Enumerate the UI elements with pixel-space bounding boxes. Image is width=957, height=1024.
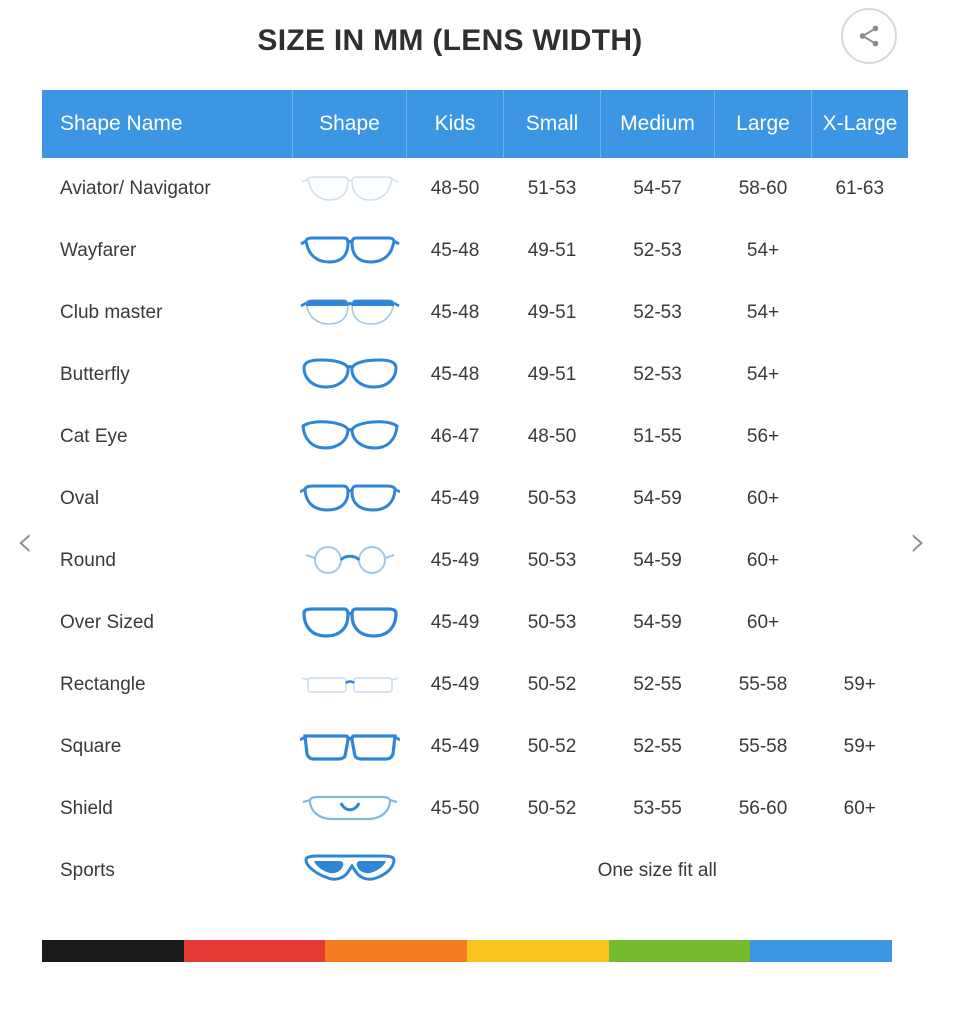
cell-shape-name: Oval: [60, 488, 100, 509]
cell-xlarge: [812, 530, 909, 592]
color-bar: [42, 940, 892, 962]
color-swatch-orange: [325, 940, 467, 962]
cell-kids: 45-49: [430, 736, 480, 757]
table-row: [42, 592, 908, 654]
cell-small: 50-52: [527, 674, 577, 695]
cell-kids: 45-49: [430, 674, 480, 695]
cell-kids: 45-48: [430, 364, 480, 385]
table-row: [42, 530, 908, 592]
cell-shape-name: Wayfarer: [60, 240, 137, 261]
column-header-shape-name: Shape Name: [42, 90, 293, 158]
cell-medium: 52-53: [633, 364, 682, 385]
cell-xlarge: [812, 344, 909, 406]
cell-small: 51-53: [527, 178, 577, 199]
cell-xlarge: 60+: [843, 798, 876, 819]
cell-xlarge: [812, 592, 909, 654]
cell-shape-name: Round: [60, 550, 116, 571]
cell-shape-name: Butterfly: [60, 364, 130, 385]
cell-large: 55-58: [738, 674, 788, 695]
cell-small: 50-52: [527, 736, 577, 757]
cell-kids: 45-48: [430, 240, 480, 261]
cell-xlarge: [812, 406, 909, 468]
cell-medium: 54-57: [633, 178, 682, 199]
cell-medium: 52-55: [633, 736, 682, 757]
column-header-shape: Shape: [293, 90, 407, 158]
cell-small: 49-51: [527, 364, 577, 385]
cell-shape-name: Shield: [60, 798, 113, 819]
page-title: SIZE IN MM (LENS WIDTH): [257, 24, 643, 57]
cell-small: 49-51: [527, 240, 577, 261]
cell-shape-name: Sports: [60, 860, 115, 881]
cell-small: 50-53: [527, 488, 577, 509]
table-row: [42, 468, 908, 530]
cell-shape-name: Rectangle: [60, 674, 146, 695]
cell-kids: 46-47: [430, 426, 480, 447]
cell-large: 60+: [746, 488, 780, 509]
column-header-large: Large: [715, 90, 812, 158]
cateye-glasses-icon: [293, 406, 407, 468]
cell-xlarge: 59+: [843, 736, 876, 757]
cell-medium: 54-59: [633, 550, 682, 571]
cell-large: 56-60: [738, 798, 788, 819]
next-arrow-icon[interactable]: ›: [909, 516, 927, 567]
cell-shape-name: Over Sized: [60, 612, 154, 633]
cell-small: 49-51: [527, 302, 577, 323]
table-row: [42, 344, 908, 406]
cell-medium: 53-55: [633, 798, 682, 819]
column-header-xlarge: X-Large: [812, 90, 909, 158]
column-header-medium: Medium: [601, 90, 715, 158]
cell-shape-name: Square: [60, 736, 122, 757]
oval-glasses-icon: [293, 468, 407, 530]
rectangle-glasses-icon: [293, 654, 407, 716]
cell-medium: 54-59: [633, 612, 682, 633]
sports-glasses-icon: [293, 840, 407, 902]
cell-kids: 45-49: [430, 550, 480, 571]
size-table-container: [42, 90, 898, 902]
color-swatch-green: [609, 940, 751, 962]
cell-medium: 52-55: [633, 674, 682, 695]
wayfarer-glasses-icon: [293, 220, 407, 282]
table-row: [42, 282, 908, 344]
oversized-glasses-icon: [293, 592, 407, 654]
round-glasses-icon: [293, 530, 407, 592]
column-header-kids: Kids: [407, 90, 504, 158]
cell-kids: 45-48: [430, 302, 480, 323]
cell-large: 54+: [746, 302, 780, 323]
cell-small: 48-50: [527, 426, 577, 447]
cell-xlarge: [812, 220, 909, 282]
cell-large: 56+: [746, 426, 780, 447]
square-glasses-icon: [293, 716, 407, 778]
color-swatch-blue: [750, 940, 892, 962]
cell-shape-name: Aviator/ Navigator: [60, 178, 211, 199]
table-body: [42, 158, 908, 902]
color-swatch-red: [184, 940, 326, 962]
cell-kids: 48-50: [430, 178, 480, 199]
cell-large: 58-60: [738, 178, 788, 199]
cell-shape-name: Club master: [60, 302, 163, 323]
table-row: [42, 406, 908, 468]
cell-large: 54+: [746, 364, 780, 385]
size-table: [42, 90, 908, 902]
color-swatch-yellow: [467, 940, 609, 962]
cell-medium: 51-55: [633, 426, 682, 447]
clubmaster-glasses-icon: [293, 282, 407, 344]
cell-medium: 52-53: [633, 240, 682, 261]
table-row: [42, 654, 908, 716]
table-row: [42, 158, 908, 220]
cell-xlarge: [812, 282, 909, 344]
cell-kids: 45-49: [430, 612, 480, 633]
cell-small: 50-53: [527, 612, 577, 633]
table-row: [42, 220, 908, 282]
cell-large: 55-58: [738, 736, 788, 757]
cell-large: 60+: [746, 612, 780, 633]
table-row: [42, 778, 908, 840]
cell-large: 54+: [746, 240, 780, 261]
cell-small: 50-52: [527, 798, 577, 819]
table-header: [42, 90, 908, 158]
cell-kids: 45-49: [430, 488, 480, 509]
cell-shape-name: Cat Eye: [60, 426, 128, 447]
table-header-row: [42, 90, 908, 158]
cell-xlarge: 61-63: [835, 178, 885, 199]
aviator-glasses-icon: [293, 158, 407, 220]
sports-note: One size fit all: [597, 860, 717, 881]
cell-medium: 52-53: [633, 302, 682, 323]
prev-arrow-icon[interactable]: ‹: [16, 516, 34, 567]
table-row: [42, 716, 908, 778]
color-swatch-black: [42, 940, 184, 962]
table-row-sports: [42, 840, 908, 902]
cell-medium: 54-59: [633, 488, 682, 509]
cell-small: 50-53: [527, 550, 577, 571]
column-header-small: Small: [504, 90, 601, 158]
cell-kids: 45-50: [430, 798, 480, 819]
cell-xlarge: [812, 468, 909, 530]
cell-large: 60+: [746, 550, 780, 571]
cell-xlarge: 59+: [843, 674, 876, 695]
shield-glasses-icon: [293, 778, 407, 840]
butterfly-glasses-icon: [293, 344, 407, 406]
